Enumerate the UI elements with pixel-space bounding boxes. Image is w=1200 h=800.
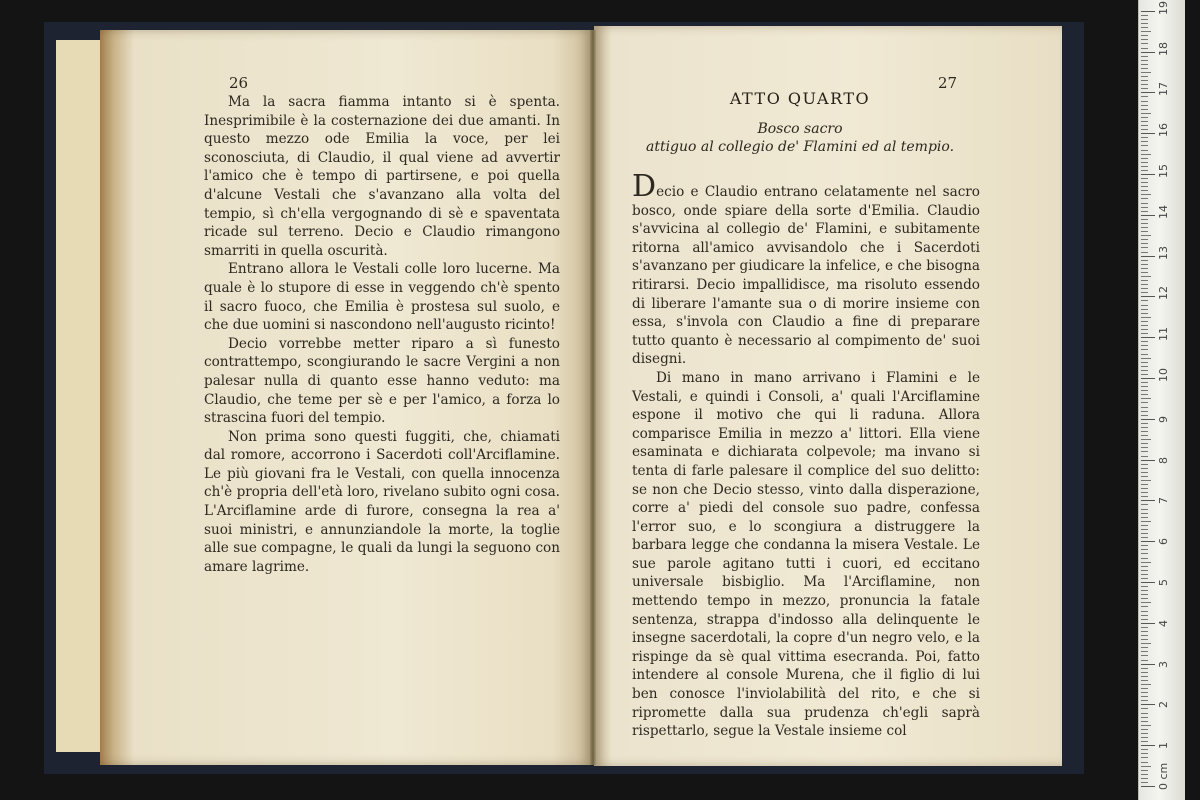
ruler-mm-tick	[1141, 431, 1148, 432]
ruler-mm-tick	[1141, 415, 1148, 416]
ruler-cm-tick	[1141, 52, 1155, 53]
ruler-mm-tick	[1141, 313, 1148, 314]
ruler-mm-tick	[1141, 749, 1148, 750]
ruler-mm-tick	[1141, 317, 1151, 318]
ruler-mm-tick	[1141, 309, 1148, 310]
left-paragraph-4: Non prima sono questi fuggiti, che, chiamati dal romore, accorrono i Sacerdoti coll'Arciflamine. Le più giovani fra le Vestali, con quella innocenza ch'è propria dell'età loro, rivelano subito ogni cosa. L'Arciflamine arde di furore, consegna la rea a' suoi ministri, e annunziandole la morte, la toglie alle sue compagne, le quali da lungi la seguono con amare lagrime.	[204, 428, 560, 575]
ruler-mm-tick	[1141, 692, 1148, 693]
ruler-mm-tick	[1141, 341, 1148, 342]
ruler-mm-tick	[1141, 23, 1148, 24]
ruler-mm-tick	[1141, 737, 1148, 738]
ruler-mm-tick	[1141, 472, 1148, 473]
ruler-mm-tick	[1141, 762, 1148, 763]
ruler-cm-tick	[1141, 664, 1155, 665]
ruler-mm-tick	[1141, 517, 1148, 518]
ruler-mm-tick	[1141, 35, 1148, 36]
ruler-mm-tick	[1141, 60, 1148, 61]
ruler-label: 15	[1157, 164, 1170, 178]
ruler-mm-tick	[1141, 272, 1148, 273]
left-page-text	[204, 93, 560, 576]
ruler-label: 3	[1157, 660, 1170, 668]
ruler-mm-tick	[1141, 72, 1151, 73]
ruler-mm-tick	[1141, 207, 1148, 208]
ruler-label: 5	[1157, 579, 1170, 586]
ruler-label: 6	[1157, 538, 1170, 546]
ruler-mm-tick	[1141, 158, 1148, 159]
ruler-label: 13	[1157, 245, 1170, 260]
scene-subheading-1: Bosco sacro	[757, 121, 843, 137]
ruler-mm-tick	[1141, 574, 1148, 575]
ruler-mm-tick	[1141, 235, 1151, 236]
ruler-mm-tick	[1141, 300, 1148, 301]
ruler-mm-tick	[1141, 394, 1148, 395]
ruler-mm-tick	[1141, 398, 1151, 399]
ruler-mm-tick	[1141, 345, 1148, 346]
ruler-mm-tick	[1141, 476, 1148, 477]
ruler-cm-tick	[1141, 419, 1155, 420]
ruler-label: 18	[1157, 41, 1170, 56]
ruler-mm-tick	[1141, 198, 1148, 199]
left-paragraph-1: Ma la sacra fiamma intanto si è spenta. Inesprimibile è la costernazione dei due amanti. In questo mezzo ode Emilia la voce, per lei sconosciuta, di Claudio, il qual viene ad avvertir l'amico che è tempo di partirsene, e poi quella d'alcune Vestali che s'avanzano alla volta del tempio, sì ch'ella vergognando di sè e spaventata ricade sul terreno. Decio e Claudio rimangono smarriti in quella oscurità.	[204, 94, 560, 259]
ruler-mm-tick	[1141, 729, 1148, 730]
ruler-mm-tick	[1141, 464, 1148, 465]
ruler-mm-tick	[1141, 358, 1151, 359]
ruler-mm-tick	[1141, 521, 1151, 522]
ruler-mm-tick	[1141, 370, 1148, 371]
ruler-mm-tick	[1141, 186, 1148, 187]
ruler-mm-tick	[1141, 635, 1148, 636]
ruler-label: 11	[1157, 327, 1170, 342]
ruler-mm-tick	[1141, 390, 1148, 391]
ruler-mm-tick	[1141, 451, 1148, 452]
ruler-mm-tick	[1141, 31, 1151, 32]
ruler-mm-tick	[1141, 509, 1148, 510]
ruler-mm-tick	[1141, 619, 1148, 620]
ruler-label: 2	[1157, 701, 1170, 709]
ruler-mm-tick	[1141, 276, 1151, 277]
ruler-mm-tick	[1141, 105, 1148, 106]
ruler-mm-tick	[1141, 223, 1148, 224]
ruler-mm-tick	[1141, 439, 1151, 440]
ruler-cm-tick	[1141, 500, 1155, 501]
ruler-mm-tick	[1141, 162, 1148, 163]
ruler-mm-tick	[1141, 443, 1148, 444]
ruler-mm-tick	[1141, 696, 1148, 697]
ruler-label: 9	[1157, 415, 1170, 423]
right-page-number: 27	[938, 74, 958, 92]
ruler-mm-tick	[1141, 321, 1148, 322]
ruler-mm-tick	[1141, 239, 1148, 240]
ruler-mm-tick	[1141, 782, 1148, 783]
ruler-mm-tick	[1141, 549, 1148, 550]
ruler-mm-tick	[1141, 533, 1148, 534]
ruler-mm-tick	[1141, 676, 1148, 677]
act-heading: ATTO QUARTO	[729, 89, 871, 108]
ruler-mm-tick	[1141, 166, 1148, 167]
ruler-label: 12	[1157, 286, 1170, 301]
ruler-mm-tick	[1141, 545, 1148, 546]
book-gutter	[590, 30, 596, 765]
ruler-mm-tick	[1141, 774, 1148, 775]
ruler-mm-tick	[1141, 655, 1148, 656]
ruler-cm-tick	[1141, 745, 1155, 746]
ruler-mm-tick	[1141, 643, 1151, 644]
ruler-label: 19	[1157, 0, 1170, 15]
ruler-mm-tick	[1141, 778, 1148, 779]
ruler-mm-tick	[1141, 741, 1148, 742]
ruler-mm-tick	[1141, 145, 1148, 146]
ruler-mm-tick	[1141, 627, 1148, 628]
ruler-label: 17	[1157, 82, 1170, 97]
ruler-label: 10	[1157, 368, 1170, 382]
ruler-mm-tick	[1141, 484, 1148, 485]
ruler-cm-tick	[1141, 623, 1155, 624]
ruler-mm-tick	[1141, 602, 1151, 603]
ruler-mm-tick	[1141, 553, 1148, 554]
ruler-cm-tick	[1141, 92, 1155, 93]
ruler-cm-tick	[1141, 215, 1155, 216]
ruler-mm-tick	[1141, 411, 1148, 412]
ruler-mm-tick	[1141, 680, 1148, 681]
ruler-mm-tick	[1141, 757, 1148, 758]
ruler-mm-tick	[1141, 141, 1148, 142]
ruler-mm-tick	[1141, 68, 1148, 69]
ruler-mm-tick	[1141, 382, 1148, 383]
ruler-mm-tick	[1141, 651, 1148, 652]
ruler-mm-tick	[1141, 27, 1148, 28]
ruler-mm-tick	[1141, 154, 1151, 155]
ruler-mm-tick	[1141, 488, 1148, 489]
ruler-mm-tick	[1141, 606, 1148, 607]
ruler-mm-tick	[1141, 96, 1148, 97]
ruler-mm-tick	[1141, 668, 1148, 669]
ruler-cm-tick	[1141, 460, 1155, 461]
ruler-mm-tick	[1141, 733, 1148, 734]
ruler-label: 1	[1157, 742, 1170, 750]
ruler-mm-tick	[1141, 288, 1148, 289]
ruler-mm-tick	[1141, 203, 1148, 204]
ruler-mm-tick	[1141, 562, 1151, 563]
ruler-mm-tick	[1141, 56, 1148, 57]
ruler-mm-tick	[1141, 366, 1148, 367]
ruler-mm-tick	[1141, 374, 1148, 375]
ruler-mm-tick	[1141, 190, 1148, 191]
ruler-mm-tick	[1141, 496, 1148, 497]
right-page-text	[632, 169, 980, 741]
ruler-cm-tick	[1141, 256, 1155, 257]
ruler-mm-tick	[1141, 594, 1148, 595]
ruler-mm-tick	[1141, 268, 1148, 269]
ruler-mm-tick	[1141, 611, 1148, 612]
ruler-mm-tick	[1141, 101, 1148, 102]
ruler-mm-tick	[1141, 333, 1148, 334]
ruler-mm-tick	[1141, 386, 1148, 387]
ruler-mm-tick	[1141, 284, 1148, 285]
ruler-mm-tick	[1141, 117, 1148, 118]
ruler-mm-tick	[1141, 231, 1148, 232]
ruler-mm-tick	[1141, 76, 1148, 77]
ruler-mm-tick	[1141, 423, 1148, 424]
ruler-mm-tick	[1141, 349, 1148, 350]
ruler-mm-tick	[1141, 513, 1148, 514]
right-paragraph-2: Di mano in mano arrivano i Flamini e le Vestali, e quindi i Consoli, a' quali l'Arciflamine espone il motivo che qui li raduna. Allora comparisce Emilia in mezzo a' littori. Ella viene esaminata e dichiarata colpevole; ma invano si tenta di farle palesare il complice del suo delitto: se non che Decio stesso, vinto dalla disperazione, corre a' piedi del console suo padre, confessa l'error suo, e lo scongiura a distruggere la barbara legge che condanna la misera Vestale. Le sue parole agitano tutti i cuori, ed eccitano universale bisbiglio. Ma l'Arciflamine, non mettendo tempo in mezzo, pronuncia la fatale sentenza, strappa d'indosso alla delinquente le insegne sacerdotali, la copre d'un negro velo, e la rispinge da sè qual vittima esecranda. Poi, fatto intendere al console Murena, che il figlio di lui ben conosce l'inviolabilità del rito, e che si ripromette dalla sua prudenza ch'egli saprà rispettarlo, segue la Vestale insieme col	[632, 369, 980, 740]
ruler-cm-tick	[1141, 582, 1155, 583]
ruler-mm-tick	[1141, 407, 1148, 408]
ruler-mm-tick	[1141, 504, 1148, 505]
ruler-mm-tick	[1141, 129, 1148, 130]
ruler-mm-tick	[1141, 684, 1151, 685]
ruler-mm-tick	[1141, 121, 1148, 122]
ruler-mm-tick	[1141, 15, 1148, 16]
ruler-mm-tick	[1141, 590, 1148, 591]
ruler-cm-tick	[1141, 11, 1155, 12]
left-paragraph-2: Entrano allora le Vestali colle loro lucerne. Ma quale è lo stupore di esse in veggendo ch'è spento il sacro fuoco, che Emilia è prostesa sul suolo, e che due uomini si nascondono nell'augusto ricinto!	[204, 261, 560, 334]
ruler-label: 14	[1157, 204, 1170, 219]
ruler-mm-tick	[1141, 639, 1148, 640]
ruler-mm-tick	[1141, 717, 1148, 718]
ruler-mm-tick	[1141, 362, 1148, 363]
ruler-mm-tick	[1141, 39, 1148, 40]
ruler-mm-tick	[1141, 708, 1148, 709]
ruler-mm-tick	[1141, 43, 1148, 44]
ruler-mm-tick	[1141, 354, 1148, 355]
ruler-cm-tick	[1141, 174, 1155, 175]
ruler-mm-tick	[1141, 721, 1148, 722]
ruler-label: 4	[1157, 619, 1170, 627]
ruler-mm-tick	[1141, 125, 1148, 126]
ruler-cm-tick	[1141, 541, 1155, 542]
ruler-mm-tick	[1141, 598, 1148, 599]
ruler-mm-tick	[1141, 753, 1148, 754]
ruler-cm-tick	[1141, 133, 1155, 134]
ruler-mm-tick	[1141, 713, 1148, 714]
ruler-mm-tick	[1141, 252, 1148, 253]
measuring-ruler	[1138, 0, 1185, 800]
ruler-mm-tick	[1141, 578, 1148, 579]
ruler-cm-tick	[1141, 296, 1155, 297]
left-paragraph-3: Decio vorrebbe metter riparo a sì funesto contrattempo, scongiurando le sacre Vergini a non palesar nulla di quanto esse hanno veduto: ma Claudio, che teme per sè e per l'amico, a forza lo strascina fuori del tempio.	[204, 335, 560, 427]
ruler-mm-tick	[1141, 329, 1148, 330]
ruler-mm-tick	[1141, 243, 1148, 244]
ruler-mm-tick	[1141, 137, 1148, 138]
ruler-cm-tick	[1141, 704, 1155, 705]
ruler-mm-tick	[1141, 672, 1148, 673]
ruler-mm-tick	[1141, 88, 1148, 89]
ruler-mm-tick	[1141, 178, 1148, 179]
ruler-mm-tick	[1141, 150, 1148, 151]
ruler-mm-tick	[1141, 325, 1148, 326]
ruler-mm-tick	[1141, 647, 1148, 648]
ruler-mm-tick	[1141, 688, 1148, 689]
ruler-mm-tick	[1141, 182, 1148, 183]
ruler-mm-tick	[1141, 700, 1148, 701]
ruler-mm-tick	[1141, 80, 1148, 81]
ruler-mm-tick	[1141, 280, 1148, 281]
ruler-mm-tick	[1141, 219, 1148, 220]
ruler-mm-tick	[1141, 305, 1148, 306]
ruler-label: 7	[1157, 497, 1170, 505]
ruler-mm-tick	[1141, 480, 1151, 481]
ruler-mm-tick	[1141, 537, 1148, 538]
ruler-mm-tick	[1141, 525, 1148, 526]
ruler-mm-tick	[1141, 113, 1151, 114]
ruler-cm-tick	[1141, 378, 1155, 379]
right-paragraph-1: Decio e Claudio entrano celatamente nel sacro bosco, onde spiare della sorte d'Emilia. Claudio s'avvicina al collegio de' Flamini, e subitamente ritorna all'amico avvisandolo che i Sacerdoti s'avanzano per giudicare la infelice, e che bisogna ritirarsi. Decio impallidisce, ma risoluto essendo di liberare l'amante sua o di morire insieme con essa, s'invola con Claudio a fine di preparare tutto quanto è necessario al compimento de' suoi disegni.	[632, 169, 980, 368]
ruler-mm-tick	[1141, 292, 1148, 293]
ruler-mm-tick	[1141, 770, 1148, 771]
ruler-cm-tick	[1141, 337, 1155, 338]
ruler-mm-tick	[1141, 468, 1148, 469]
ruler-mm-tick	[1141, 456, 1148, 457]
ruler-mm-tick	[1141, 109, 1148, 110]
ruler-mm-tick	[1141, 84, 1148, 85]
ruler-mm-tick	[1141, 211, 1148, 212]
scene-subheading-2: attiguo al collegio de' Flamini ed al tempio.	[645, 139, 955, 155]
ruler-mm-tick	[1141, 631, 1148, 632]
ruler-mm-tick	[1141, 48, 1148, 49]
ruler-label: 8	[1157, 456, 1170, 464]
ruler-cm-tick	[1141, 786, 1155, 787]
ruler-mm-tick	[1141, 227, 1148, 228]
ruler-mm-tick	[1141, 447, 1148, 448]
ruler-mm-tick	[1141, 194, 1151, 195]
ruler-mm-tick	[1141, 427, 1148, 428]
ruler-mm-tick	[1141, 247, 1148, 248]
ruler-mm-tick	[1141, 766, 1151, 767]
ruler-mm-tick	[1141, 529, 1148, 530]
ruler-mm-tick	[1141, 402, 1148, 403]
ruler-mm-tick	[1141, 586, 1148, 587]
ruler-mm-tick	[1141, 492, 1148, 493]
ruler-mm-tick	[1141, 566, 1148, 567]
ruler-label: 16	[1157, 123, 1170, 138]
ruler-mm-tick	[1141, 435, 1148, 436]
ruler-mm-tick	[1141, 570, 1148, 571]
left-page-number: 26	[229, 74, 249, 92]
ruler-mm-tick	[1141, 264, 1148, 265]
ruler-mm-tick	[1141, 64, 1148, 65]
ruler-mm-tick	[1141, 725, 1151, 726]
ruler-mm-tick	[1141, 260, 1148, 261]
ruler-mm-tick	[1141, 19, 1148, 20]
ruler-mm-tick	[1141, 170, 1148, 171]
ruler-mm-tick	[1141, 615, 1148, 616]
ruler-mm-tick	[1141, 558, 1148, 559]
ruler-mm-tick	[1141, 660, 1148, 661]
ruler-label: 0 cm	[1157, 762, 1170, 790]
